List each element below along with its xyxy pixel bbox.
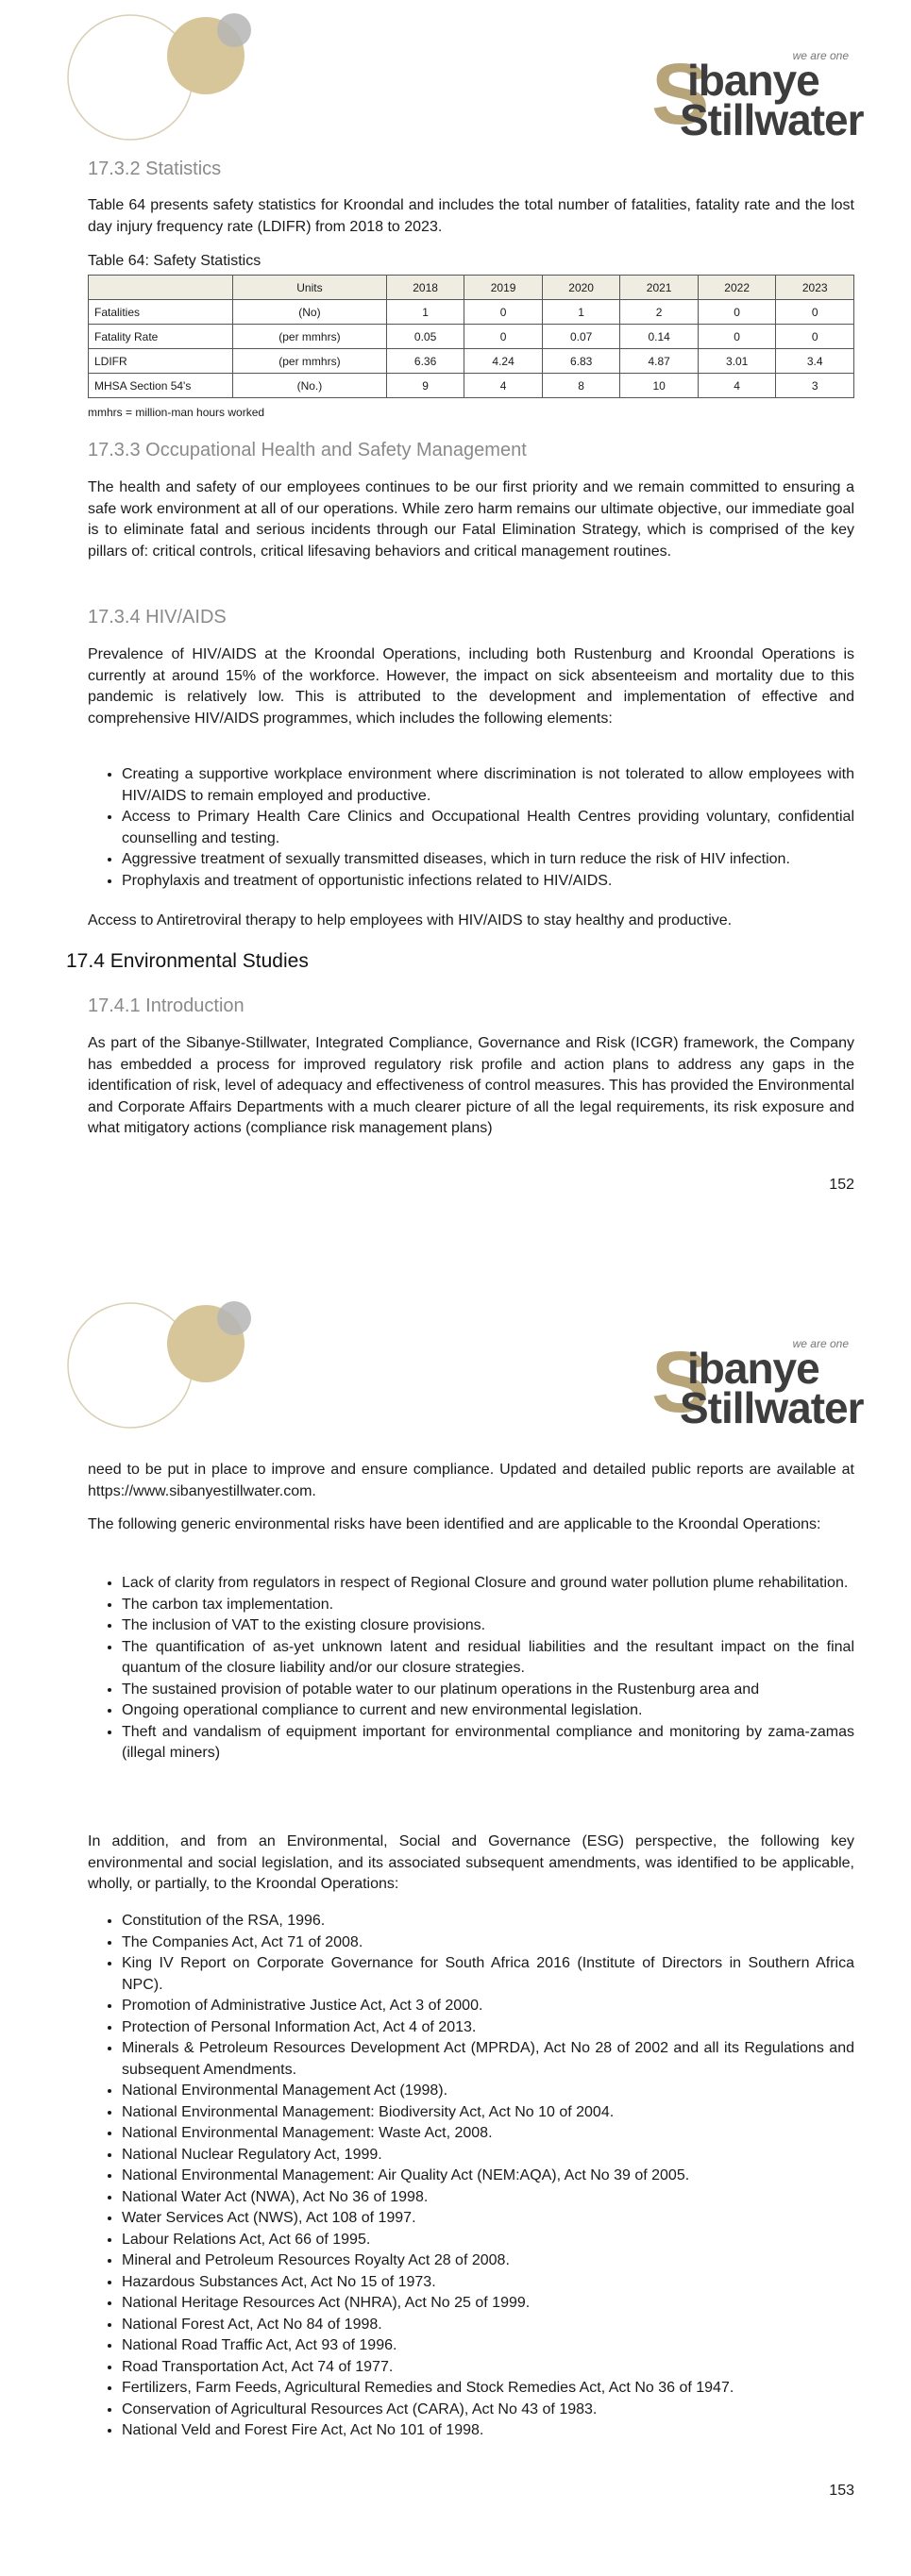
logo-s-mark: S: [651, 1334, 710, 1430]
decorative-circles: [66, 1301, 255, 1433]
page-number: 153: [829, 2483, 854, 2499]
list-item: • National Heritage Resources Act (NHRA), Act No 25 of 1999.: [122, 2293, 854, 2315]
list-item: • Theft and vandalism of equipment important for environmental compliance and monitoring by zama-zamas (illegal miners): [122, 1722, 854, 1765]
table-header-cell: Units: [233, 276, 387, 300]
logo-tagline: we are one: [792, 49, 849, 62]
table-cell: 2: [620, 300, 699, 325]
ohs-management-body: The health and safety of our employees continues to be our first priority and we remain committed to ensuring a safe work environment at all of our operations. While zero harm remains our ultimate objective, our immediate goal is to eliminate fatal and serious incidents through our Fatal Elimination Strategy, which is comprised of the key pillars of: critical controls, critical lifesaving behaviors and critical management routines.: [88, 479, 854, 560]
table-cell: (per mmhrs): [233, 349, 387, 374]
heading-17-4: 17.4 Environmental Studies: [66, 950, 309, 972]
list-item: • The Companies Act, Act 71 of 2008.: [122, 1932, 854, 1954]
list-item: • Lack of clarity from regulators in respect of Regional Closure and ground water pollution plume rehabilitation.: [122, 1573, 854, 1595]
table-cell: 0: [464, 325, 543, 349]
list-item: • Labour Relations Act, Act 66 of 1995.: [122, 2230, 854, 2251]
heading-17-3-4: 17.3.4 HIV/AIDS: [88, 607, 227, 627]
hiv-aids-body: Prevalence of HIV/AIDS at the Kroondal Operations, including both Rustenburg and Kroondal Operations is currently at around 15% of the workforce. However, the impact on sick absenteeism and mortality due to this pandemic is relatively low. This is attributed to the development and implementation of effective and comprehensive HIV/AIDS programmes, which includes the following elements:: [88, 646, 854, 727]
introduction-body: As part of the Sibanye-Stillwater, Integrated Compliance, Governance and Risk (ICGR) framework, the Company has embedded a process for improved regulatory risk profile and action plans to address any gaps in the identification of risk, level of adequacy and effectiveness of control measures. This has provided the Environmental and Corporate Affairs Departments with a much clearer picture of all the legal requirements, its risk exposure and what mitigatory actions (compliance risk management plans): [88, 1035, 854, 1136]
list-item: • Road Transportation Act, Act 74 of 1977.: [122, 2357, 854, 2379]
table-cell: 10: [620, 374, 699, 398]
list-item: • Protection of Personal Information Act, Act 4 of 2013.: [122, 2017, 854, 2039]
table-header-cell: 2021: [620, 276, 699, 300]
table-cell: 4.24: [464, 349, 543, 374]
table-cell: 6.83: [542, 349, 620, 374]
logo-s-mark: S: [651, 46, 710, 142]
table-header-cell: 2019: [464, 276, 543, 300]
heading-17-3-2: 17.3.2 Statistics: [88, 159, 222, 179]
environmental-risks-list: [88, 1573, 854, 1765]
risks-intro: The following generic environmental risks have been identified and are applicable to the Kroondal Operations:: [88, 1516, 821, 1532]
row-label-cell: LDIFR: [89, 349, 233, 374]
safety-statistics-table: [88, 275, 854, 398]
table-row: [89, 374, 854, 398]
logo-line-2: Stillwater: [680, 95, 864, 144]
row-label-cell: Fatality Rate: [89, 325, 233, 349]
continuation-paragraph: need to be put in place to improve and ensure compliance. Updated and detailed public reports are available at https://www.sibanyestillwater.com.: [88, 1462, 854, 1499]
table-cell: 3.01: [698, 349, 776, 374]
table-header-cell: 2020: [542, 276, 620, 300]
row-label-cell: MHSA Section 54's: [89, 374, 233, 398]
table-cell: 8: [542, 374, 620, 398]
list-item: • National Environmental Management: Biodiversity Act, Act No 10 of 2004.: [122, 2102, 854, 2124]
list-item: • National Forest Act, Act No 84 of 1998.: [122, 2315, 854, 2336]
list-item: • National Environmental Management Act (1998).: [122, 2081, 854, 2102]
table-cell: 4: [464, 374, 543, 398]
table-cell: 0: [776, 325, 854, 349]
list-item: • Minerals & Petroleum Resources Development Act (MPRDA), Act No 28 of 2002 and all its Regulations and subsequent Amendments.: [122, 2038, 854, 2081]
list-item: • Creating a supportive workplace environment where discrimination is not tolerated to allow employees with HIV/AIDS to remain employed and productive.: [122, 764, 854, 807]
legislation-list: [88, 1911, 854, 2442]
list-item: • King IV Report on Corporate Governance for South Africa 2016 (Institute of Directors in Southern Africa NPC).: [122, 1953, 854, 1996]
list-item: • National Environmental Management: Air Quality Act (NEM:AQA), Act No 39 of 2005.: [122, 2166, 854, 2187]
table-cell: 0: [464, 300, 543, 325]
list-item: • Mineral and Petroleum Resources Royalty Act 28 of 2008.: [122, 2250, 854, 2272]
logo-tagline: we are one: [792, 1337, 849, 1350]
table-cell: 1: [542, 300, 620, 325]
list-item: • National Nuclear Regulatory Act, 1999.: [122, 2145, 854, 2166]
list-item: • The inclusion of VAT to the existing closure provisions.: [122, 1615, 854, 1637]
table-row: [89, 325, 854, 349]
list-item: • National Road Traffic Act, Act 93 of 1996.: [122, 2335, 854, 2357]
heading-17-4-1: 17.4.1 Introduction: [88, 995, 245, 1016]
table-header-cell: 2018: [386, 276, 464, 300]
logo-line-1: ibanye: [687, 1344, 819, 1393]
table-cell: 0: [698, 300, 776, 325]
esg-intro: In addition, and from an Environmental, Social and Governance (ESG) perspective, the following key environmental and social legislation, and its associated subsequent amendments, was identified to be applicable, wholly, or partially, to the Kroondal Operations:: [88, 1833, 854, 1892]
table-caption: Table 64: Safety Statistics: [88, 253, 261, 269]
list-item: • Aggressive treatment of sexually transmitted diseases, which in turn reduce the risk of HIV infection.: [122, 849, 854, 871]
list-item: • National Water Act (NWA), Act No 36 of 1998.: [122, 2187, 854, 2209]
list-item: • Conservation of Agricultural Resources Act (CARA), Act No 43 of 1983.: [122, 2400, 854, 2421]
table-row: [89, 300, 854, 325]
table-header-row: [89, 276, 854, 300]
table-cell: 9: [386, 374, 464, 398]
table-note: mmhrs = million-man hours worked: [88, 406, 265, 419]
table-header-cell: 2023: [776, 276, 854, 300]
table-cell: (No.): [233, 374, 387, 398]
sibanye-stillwater-logo: [651, 1334, 864, 1432]
list-item: • Water Services Act (NWS), Act 108 of 1997.: [122, 2208, 854, 2230]
logo-line-2: Stillwater: [680, 1383, 864, 1432]
hiv-bullet-list: [88, 764, 854, 892]
logo-line-1: ibanye: [687, 56, 819, 105]
list-item: • Access to Primary Health Care Clinics and Occupational Health Centres providing voluntary, confidential counselling and testing.: [122, 807, 854, 849]
table-cell: 4: [698, 374, 776, 398]
table-cell: 3: [776, 374, 854, 398]
page-153: [0, 1288, 911, 2576]
table-cell: 1: [386, 300, 464, 325]
table-cell: 0.14: [620, 325, 699, 349]
list-item: • National Veld and Forest Fire Act, Act No 101 of 1998.: [122, 2420, 854, 2442]
list-item: • The sustained provision of potable water to our platinum operations in the Rustenburg area and: [122, 1680, 854, 1701]
table-cell: 4.87: [620, 349, 699, 374]
list-item: • The quantification of as-yet unknown latent and residual liabilities and the resultant impact on the final quantum of the closure liability and/or our closure strategies.: [122, 1637, 854, 1680]
hiv-closing: Access to Antiretroviral therapy to help employees with HIV/AIDS to stay healthy and productive.: [88, 912, 733, 928]
table-cell: 0.07: [542, 325, 620, 349]
list-item: • Hazardous Substances Act, Act No 15 of 1973.: [122, 2272, 854, 2294]
list-item: • National Environmental Management: Waste Act, 2008.: [122, 2123, 854, 2145]
table-cell: (per mmhrs): [233, 325, 387, 349]
table-cell: 3.4: [776, 349, 854, 374]
table-cell: 0.05: [386, 325, 464, 349]
statistics-intro: Table 64 presents safety statistics for Kroondal and includes the total number of fatalities, fatality rate and the lost day injury frequency rate (LDIFR) from 2018 to 2023.: [88, 197, 854, 235]
table-cell: 0: [776, 300, 854, 325]
table-header-cell: [89, 276, 233, 300]
list-item: • Fertilizers, Farm Feeds, Agricultural Remedies and Stock Remedies Act, Act No 36 of 1947.: [122, 2378, 854, 2400]
sibanye-stillwater-logo: [651, 46, 864, 144]
list-item: • Prophylaxis and treatment of opportunistic infections related to HIV/AIDS.: [122, 871, 854, 893]
list-item: • Constitution of the RSA, 1996.: [122, 1911, 854, 1932]
row-label-cell: Fatalities: [89, 300, 233, 325]
heading-17-3-3: 17.3.3 Occupational Health and Safety Management: [88, 440, 527, 460]
decorative-circles: [66, 13, 255, 145]
list-item: • Promotion of Administrative Justice Act, Act 3 of 2000.: [122, 1996, 854, 2017]
list-item: • Ongoing operational compliance to current and new environmental legislation.: [122, 1700, 854, 1722]
table-cell: 0: [698, 325, 776, 349]
list-item: • The carbon tax implementation.: [122, 1595, 854, 1616]
table-cell: (No): [233, 300, 387, 325]
table-row: [89, 349, 854, 374]
page-number: 152: [829, 1177, 854, 1193]
table-header-cell: 2022: [698, 276, 776, 300]
table-cell: 6.36: [386, 349, 464, 374]
